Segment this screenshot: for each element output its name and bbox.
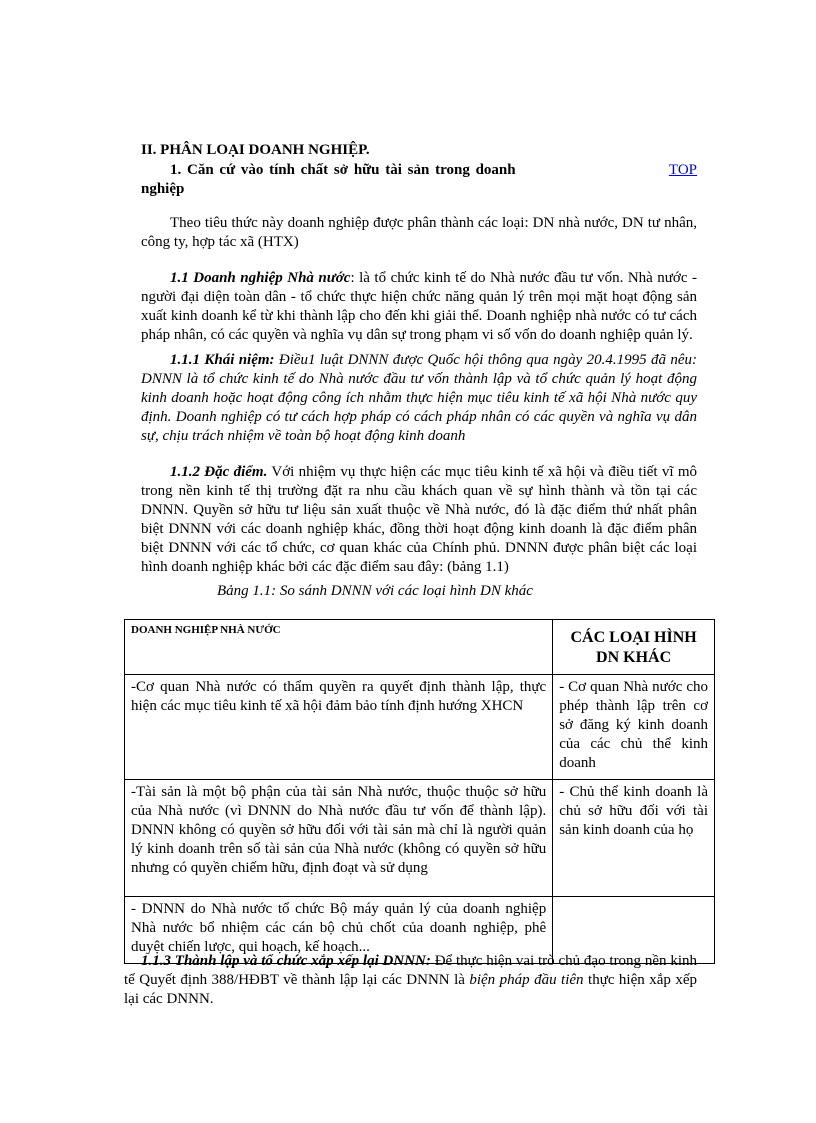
- section-1-1-3-text-b: thực hiện xắp xếp lại các DNNN.: [124, 972, 697, 1007]
- section-1-1-label: 1.1 Doanh nghiệp Nhà nước: [170, 270, 351, 286]
- table-cell-left: -Tài sản là một bộ phận của tài sản Nhà nước, thuộc thuộc sở hữu của Nhà nước (vì DNNN do Nhà nước đầu tư vốn để thành lập). DNNN không có quyền sở hữu đối với tài sản mà chỉ là người quản lý kinh doanh trên số tài sản của Nhà nước (không có quyền sở hữu nhưng có quyền chiếm hữu, định đoạt và sử dụng: [125, 780, 553, 897]
- section-1-1-2-paragraph: [141, 463, 697, 577]
- section-1-1-3-text-italic: biện pháp đầu tiên: [469, 972, 584, 988]
- table-caption: Bảng 1.1: So sánh DNNN với các loại hình DN khác: [217, 583, 533, 599]
- section-1-title: [141, 161, 697, 199]
- section-1-1-1-label: 1.1.1 Khái niệm:: [170, 352, 275, 368]
- section-1-1-text: : là tổ chức kinh tế do Nhà nước đầu tư vốn. Nhà nước - người đại diện toàn dân - tổ chức thực hiện chức năng quản lý trên mọi mặt hoạt động sản xuất kinh doanh kể từ khi thành lập cho đến khi giải thể. Doanh nghiệp nhà nước có tư cách pháp nhân, có các quyền và nghĩa vụ dân sự trong phạm vi số vốn do doanh nghiệp quản lý.: [141, 270, 698, 343]
- section-1-1-1-text: Điều1 luật DNNN được Quốc hội thông qua ngày 20.4.1995 đã nêu: DNNN là tổ chức kinh tế do Nhà nước đầu tư vốn thành lập và tổ chức quản lý hoạt động kinh doanh hoặc hoạt động công ích nhằm thực hiện mục tiêu kinh tế xã hội Nhà nước quy định. Doanh nghiệp có tư cách hợp pháp có cách pháp nhân có các quyền và nghĩa vụ dân sự, chịu trách nhiệm về toàn bộ hoạt động kinh doanh: [141, 352, 697, 444]
- comparison-table: [124, 619, 715, 964]
- table-header-row: [125, 620, 715, 675]
- chapter-heading: II. PHÂN LOẠI DOANH NGHIỆP.: [141, 142, 370, 158]
- section-1-1-3: [124, 952, 697, 1009]
- table-cell-left: -Cơ quan Nhà nước có thẩm quyền ra quyết định thành lập, thực hiện các mục tiêu kinh tế xã hội đảm bảo tính định hướng XHCN: [125, 675, 553, 780]
- section-1-1-1-paragraph: [141, 351, 697, 446]
- section-1-1-paragraph: [141, 269, 697, 345]
- top-link[interactable]: TOP: [668, 162, 697, 178]
- intro-paragraph: Theo tiêu thức này doanh nghiệp được phân thành các loại: DN nhà nước, DN tư nhân, công ty, hợp tác xã (HTX): [141, 215, 697, 250]
- table-header-right: CÁC LOẠI HÌNH DN KHÁC: [553, 620, 715, 675]
- section-1-title-line1: 1. Căn cứ vào tính chất sở hữu tài sản trong doanh: [170, 162, 516, 178]
- table-cell-left: - DNNN do Nhà nước tổ chức Bộ máy quản lý của doanh nghiệp Nhà nước bổ nhiệm các cán bộ chủ chốt của doanh nghiệp, phê duyệt chiến lược, qui hoạch, kế hoạch...: [125, 897, 553, 964]
- table-cell-right: - Cơ quan Nhà nước cho phép thành lập trên cơ sở đăng ký kinh doanh của các chủ thể kinh doanh: [553, 675, 715, 780]
- section-1-1-2-text: Với nhiệm vụ thực hiện các mục tiêu kinh tế xã hội và điều tiết vĩ mô trong nền kinh tế thị trường đặt ra nhu cầu khách quan về sự hình thành và tồn tại các DNNN. Quyền sở hữu tư liệu sản xuất thuộc về Nhà nước, đó là đặc điểm thứ nhất phân biệt DNNN với các doanh nghiệp khác, đồng thời hoạt động kinh doanh là đặc điểm phân biệt DNNN với các tổ chức, cơ quan khác của Chính phủ. DNNN được phân biệt các loại hình doanh nghiệp khác bởi các đặc điểm sau đây: (bảng 1.1): [141, 464, 697, 575]
- table-row: [125, 780, 715, 897]
- section-1-1-2-label: 1.1.2 Đặc điểm.: [170, 464, 268, 480]
- table-cell-right: - Chủ thể kinh doanh là chủ sở hữu đối với tài sản kinh doanh của họ: [553, 780, 715, 897]
- section-1-1-3-label: 1.1.3 Thành lập và tổ chức xắp xếp lại DNNN:: [141, 953, 431, 969]
- document-page: [141, 141, 697, 606]
- section-1-title-line2: nghiệp: [141, 181, 185, 197]
- table-row: [125, 675, 715, 780]
- table-header-left: DOANH NGHIỆP NHÀ NƯỚC: [125, 620, 553, 675]
- section-1-1-3-text-a: Để thực hiện vai trò chủ đạo trong nền kinh tế Quyết định 388/HĐBT về thành lập lại các DNNN là: [124, 953, 697, 988]
- section-1-1-3-paragraph: [124, 952, 697, 1009]
